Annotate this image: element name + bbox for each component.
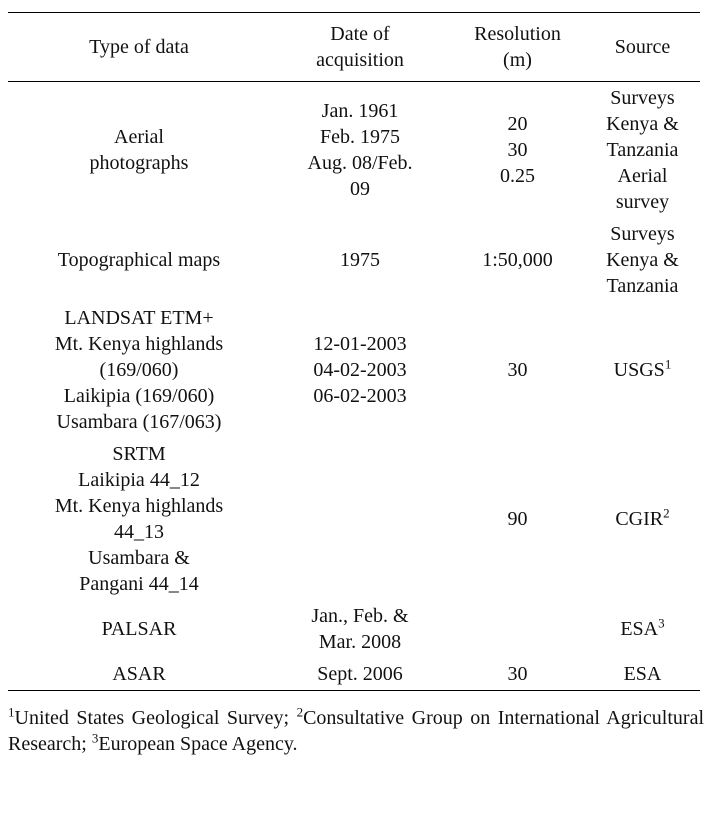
cell-text: Kenya & bbox=[606, 113, 679, 135]
cell-text: Tanzania bbox=[606, 275, 679, 297]
cell-text: 30 bbox=[507, 359, 528, 381]
cell-text: Aerial bbox=[617, 165, 668, 187]
cell-source bbox=[585, 658, 700, 691]
cell-text-line bbox=[591, 357, 694, 383]
cell-text-line bbox=[14, 571, 264, 597]
cell-text: Jan. 1961 bbox=[321, 100, 399, 122]
cell-text: Laikipia 44_12 bbox=[78, 469, 200, 491]
cell-text-line bbox=[14, 124, 264, 150]
header-resolution bbox=[450, 13, 585, 82]
cell-date-of-acquisition bbox=[270, 600, 450, 658]
cell-text-line bbox=[456, 661, 579, 687]
cell-source bbox=[585, 218, 700, 302]
cell-text: Aerial bbox=[114, 126, 164, 148]
cell-type-of-data bbox=[8, 302, 270, 438]
cell-text-line bbox=[591, 273, 694, 299]
cell-text-line bbox=[591, 111, 694, 137]
cell-text: CGIR bbox=[615, 508, 664, 530]
cell-text: LANDSAT ETM+ bbox=[64, 307, 214, 329]
cell-text-line bbox=[456, 506, 579, 532]
header-text-line: (m) bbox=[503, 49, 532, 71]
cell-resolution bbox=[450, 302, 585, 438]
cell-text: 0.25 bbox=[500, 165, 535, 187]
footnote-text: United States Geological Survey; bbox=[14, 707, 297, 729]
cell-text: Laikipia (169/060) bbox=[63, 385, 215, 407]
table-row bbox=[8, 658, 700, 691]
cell-text: SRTM bbox=[112, 443, 166, 465]
table-header bbox=[8, 13, 700, 82]
footnote-marker: 2 bbox=[296, 704, 304, 720]
footnote-text: Consultative Group on International Agricultural Research; bbox=[8, 707, 705, 755]
cell-text: Surveys bbox=[610, 87, 675, 109]
cell-date-of-acquisition bbox=[270, 218, 450, 302]
cell-source bbox=[585, 302, 700, 438]
cell-text: USGS bbox=[613, 359, 665, 381]
cell-text-line bbox=[14, 331, 264, 357]
cell-text-line bbox=[276, 247, 444, 273]
cell-text: Usambara & bbox=[88, 547, 190, 569]
cell-text: 44_13 bbox=[114, 521, 164, 543]
footnote-text: European Space Agency. bbox=[98, 733, 298, 755]
footnote-marker: 2 bbox=[663, 505, 670, 521]
cell-text-line bbox=[14, 467, 264, 493]
cell-resolution bbox=[450, 658, 585, 691]
table-row bbox=[8, 82, 700, 219]
cell-resolution bbox=[450, 82, 585, 219]
cell-text: Pangani 44_14 bbox=[79, 573, 199, 595]
cell-text: 12-01-2003 bbox=[313, 333, 407, 355]
cell-text: 09 bbox=[350, 178, 370, 200]
header-text-line: Source bbox=[614, 36, 671, 58]
cell-text: Mt. Kenya highlands bbox=[54, 495, 224, 517]
cell-text-line bbox=[14, 616, 264, 642]
cell-text-line bbox=[276, 176, 444, 202]
table-row bbox=[8, 302, 700, 438]
cell-text: 1:50,000 bbox=[482, 249, 553, 271]
cell-text: Usambara (167/063) bbox=[56, 411, 222, 433]
cell-text-line bbox=[591, 189, 694, 215]
cell-text: 1975 bbox=[340, 249, 380, 271]
header-text-line: Date of bbox=[330, 23, 390, 45]
footnote-marker: 3 bbox=[658, 615, 665, 631]
cell-text-line bbox=[14, 247, 264, 273]
cell-text-line bbox=[456, 163, 579, 189]
cell-date-of-acquisition bbox=[270, 438, 450, 600]
cell-text-line bbox=[14, 545, 264, 571]
cell-text-line bbox=[14, 519, 264, 545]
cell-text-line bbox=[14, 409, 264, 435]
cell-text-line bbox=[14, 441, 264, 467]
cell-text: ASAR bbox=[112, 663, 166, 685]
cell-text-line bbox=[591, 221, 694, 247]
cell-text: 30 bbox=[507, 139, 528, 161]
cell-text-line bbox=[276, 661, 444, 687]
cell-text-line bbox=[456, 247, 579, 273]
cell-resolution bbox=[450, 218, 585, 302]
cell-text-line bbox=[591, 137, 694, 163]
header-date-of-acquisition bbox=[270, 13, 450, 82]
table-row bbox=[8, 600, 700, 658]
cell-source bbox=[585, 438, 700, 600]
cell-text: survey bbox=[615, 191, 670, 213]
cell-text: ESA bbox=[620, 618, 659, 640]
cell-source bbox=[585, 82, 700, 219]
cell-text-line bbox=[456, 357, 579, 383]
table-footnote bbox=[8, 705, 704, 757]
cell-text-line bbox=[276, 124, 444, 150]
footnote-marker: 1 bbox=[664, 356, 672, 372]
cell-text-line bbox=[276, 98, 444, 124]
data-sources-table-figure bbox=[8, 12, 708, 757]
cell-text: ESA bbox=[623, 663, 662, 685]
table-body bbox=[8, 82, 700, 691]
cell-text: Sept. 2006 bbox=[317, 663, 403, 685]
cell-type-of-data bbox=[8, 218, 270, 302]
cell-type-of-data bbox=[8, 600, 270, 658]
cell-text-line bbox=[14, 305, 264, 331]
cell-text: (169/060) bbox=[99, 359, 179, 381]
cell-text-line bbox=[276, 629, 444, 655]
cell-text-line bbox=[591, 661, 694, 687]
cell-date-of-acquisition bbox=[270, 302, 450, 438]
cell-text-line bbox=[591, 506, 694, 532]
cell-text-line bbox=[276, 150, 444, 176]
header-text-line: Resolution bbox=[474, 23, 561, 45]
cell-text-line bbox=[14, 661, 264, 687]
cell-text-line bbox=[591, 85, 694, 111]
cell-text: Feb. 1975 bbox=[320, 126, 400, 148]
cell-text-line bbox=[456, 137, 579, 163]
cell-text: 04-02-2003 bbox=[313, 359, 407, 381]
cell-text: Topographical maps bbox=[57, 249, 221, 271]
cell-text: Kenya & bbox=[606, 249, 679, 271]
cell-text-line bbox=[14, 357, 264, 383]
table-row bbox=[8, 218, 700, 302]
cell-text: 30 bbox=[507, 663, 528, 685]
header-text-line: Type of data bbox=[89, 36, 189, 58]
cell-text: 90 bbox=[507, 508, 528, 530]
cell-text-line bbox=[14, 150, 264, 176]
header-type-of-data bbox=[8, 13, 270, 82]
header-source bbox=[585, 13, 700, 82]
cell-text: Jan., Feb. & bbox=[311, 605, 409, 627]
cell-resolution bbox=[450, 600, 585, 658]
cell-type-of-data bbox=[8, 438, 270, 600]
cell-text-line bbox=[14, 493, 264, 519]
table-row bbox=[8, 438, 700, 600]
cell-text: photographs bbox=[89, 152, 189, 174]
cell-text: Surveys bbox=[610, 223, 675, 245]
cell-text-line bbox=[276, 331, 444, 357]
cell-text-line bbox=[591, 616, 694, 642]
cell-date-of-acquisition bbox=[270, 82, 450, 219]
footnote-marker: 3 bbox=[91, 730, 99, 746]
cell-source bbox=[585, 600, 700, 658]
cell-text-line bbox=[591, 163, 694, 189]
cell-text-line bbox=[456, 111, 579, 137]
header-text-line: acquisition bbox=[316, 49, 404, 71]
footnote-marker: 1 bbox=[8, 704, 15, 720]
cell-text: Mar. 2008 bbox=[318, 631, 402, 653]
cell-text: Tanzania bbox=[606, 139, 679, 161]
cell-type-of-data bbox=[8, 658, 270, 691]
cell-text: 06-02-2003 bbox=[313, 385, 407, 407]
cell-resolution bbox=[450, 438, 585, 600]
cell-text: Aug. 08/Feb. bbox=[307, 152, 413, 174]
cell-text-line bbox=[276, 383, 444, 409]
cell-type-of-data bbox=[8, 82, 270, 219]
cell-text-line bbox=[14, 383, 264, 409]
cell-text-line bbox=[276, 603, 444, 629]
cell-text-line bbox=[276, 357, 444, 383]
cell-text: PALSAR bbox=[101, 618, 177, 640]
cell-text: 20 bbox=[507, 113, 528, 135]
cell-text: Mt. Kenya highlands bbox=[54, 333, 224, 355]
cell-text-line bbox=[591, 247, 694, 273]
data-sources-table bbox=[8, 12, 700, 691]
cell-date-of-acquisition bbox=[270, 658, 450, 691]
